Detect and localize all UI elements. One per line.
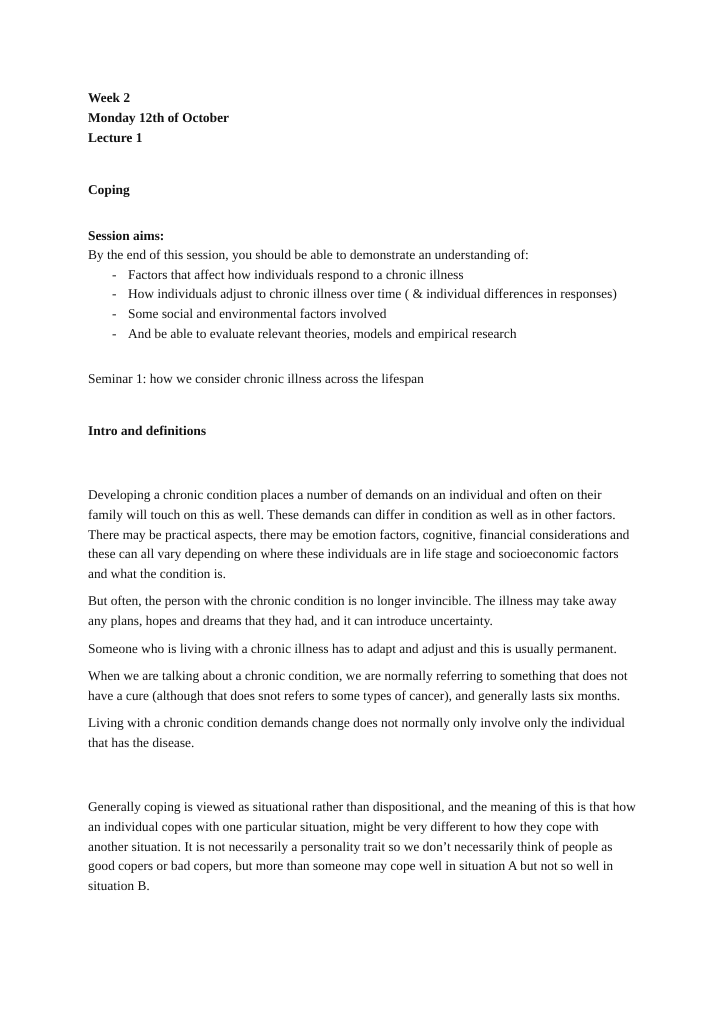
body-paragraph: But often, the person with the chronic condition is no longer invincible. The illness may take away any plans, hopes and dreams that they had, and it can introduce uncertainty. xyxy=(88,593,617,628)
list-item-text: And be able to evaluate relevant theories, models and empirical research xyxy=(128,325,517,341)
list-item xyxy=(88,324,636,344)
session-aims-list xyxy=(88,265,636,343)
list-item xyxy=(88,265,636,285)
bullet-marker: - xyxy=(112,325,117,341)
document-title-block xyxy=(88,88,636,148)
date-heading: Monday 12th of October xyxy=(88,110,229,125)
body-paragraph: Someone who is living with a chronic illness has to adapt and adjust and this is usually permanent. xyxy=(88,640,617,656)
topic-heading: Coping xyxy=(88,182,130,197)
document-content xyxy=(88,88,636,895)
bullet-marker: - xyxy=(112,305,117,321)
seminar-line: Seminar 1: how we consider chronic illness across the lifespan xyxy=(88,371,424,387)
spacer-after-topic xyxy=(88,200,636,226)
closing-paragraph: Generally coping is viewed as situational rather than dispositional, and the meaning of this is that how an individual copes with one particular situation, might be very different to how they cope with another situation. It is not necessarily a personality trait so we don’t necessarily think of people as good copers or bad copers, but more than someone may cope well in situation A but not so well in situation B. xyxy=(88,799,636,893)
lecture-heading: Lecture 1 xyxy=(88,130,143,145)
list-item xyxy=(88,284,636,304)
spacer-after-intro-heading xyxy=(88,440,636,485)
list-item-text: How individuals adjust to chronic illness over time ( & individual differences in responses) xyxy=(128,286,617,302)
spacer-after-title xyxy=(88,148,636,180)
intro-heading: Intro and definitions xyxy=(88,422,207,438)
spacer-after-seminar xyxy=(88,389,636,421)
body-paragraph: Living with a chronic condition demands change does not normally only involve only the individual that has the disease. xyxy=(88,715,626,750)
body-paragraph: Developing a chronic condition places a number of demands on an individual and often on their family will touch on this as well. These demands can differ in condition as well as in other factors. There may be practical aspects, there may be emotion factors, cognitive, financial considerations and these can all vary depending on where these individuals are in life stage and socioeconomic factors and what the condition is. xyxy=(88,487,630,581)
bullet-marker: - xyxy=(112,286,117,302)
spacer-before-closing xyxy=(88,752,636,797)
list-item-text: Some social and environmental factors involved xyxy=(128,305,387,321)
list-item-text: Factors that affect how individuals respond to a chronic illness xyxy=(128,266,464,282)
week-heading: Week 2 xyxy=(88,90,131,105)
spacer-after-aims xyxy=(88,343,636,369)
session-aims-heading: Session aims: xyxy=(88,227,165,243)
bullet-marker: - xyxy=(112,266,117,282)
list-item xyxy=(88,304,636,324)
body-paragraph: When we are talking about a chronic condition, we are normally referring to something that does not have a cure (although that does snot refers to some types of cancer), and generally lasts six months. xyxy=(88,668,628,703)
session-aims-lead-in: By the end of this session, you should be able to demonstrate an understanding of: xyxy=(88,247,529,263)
